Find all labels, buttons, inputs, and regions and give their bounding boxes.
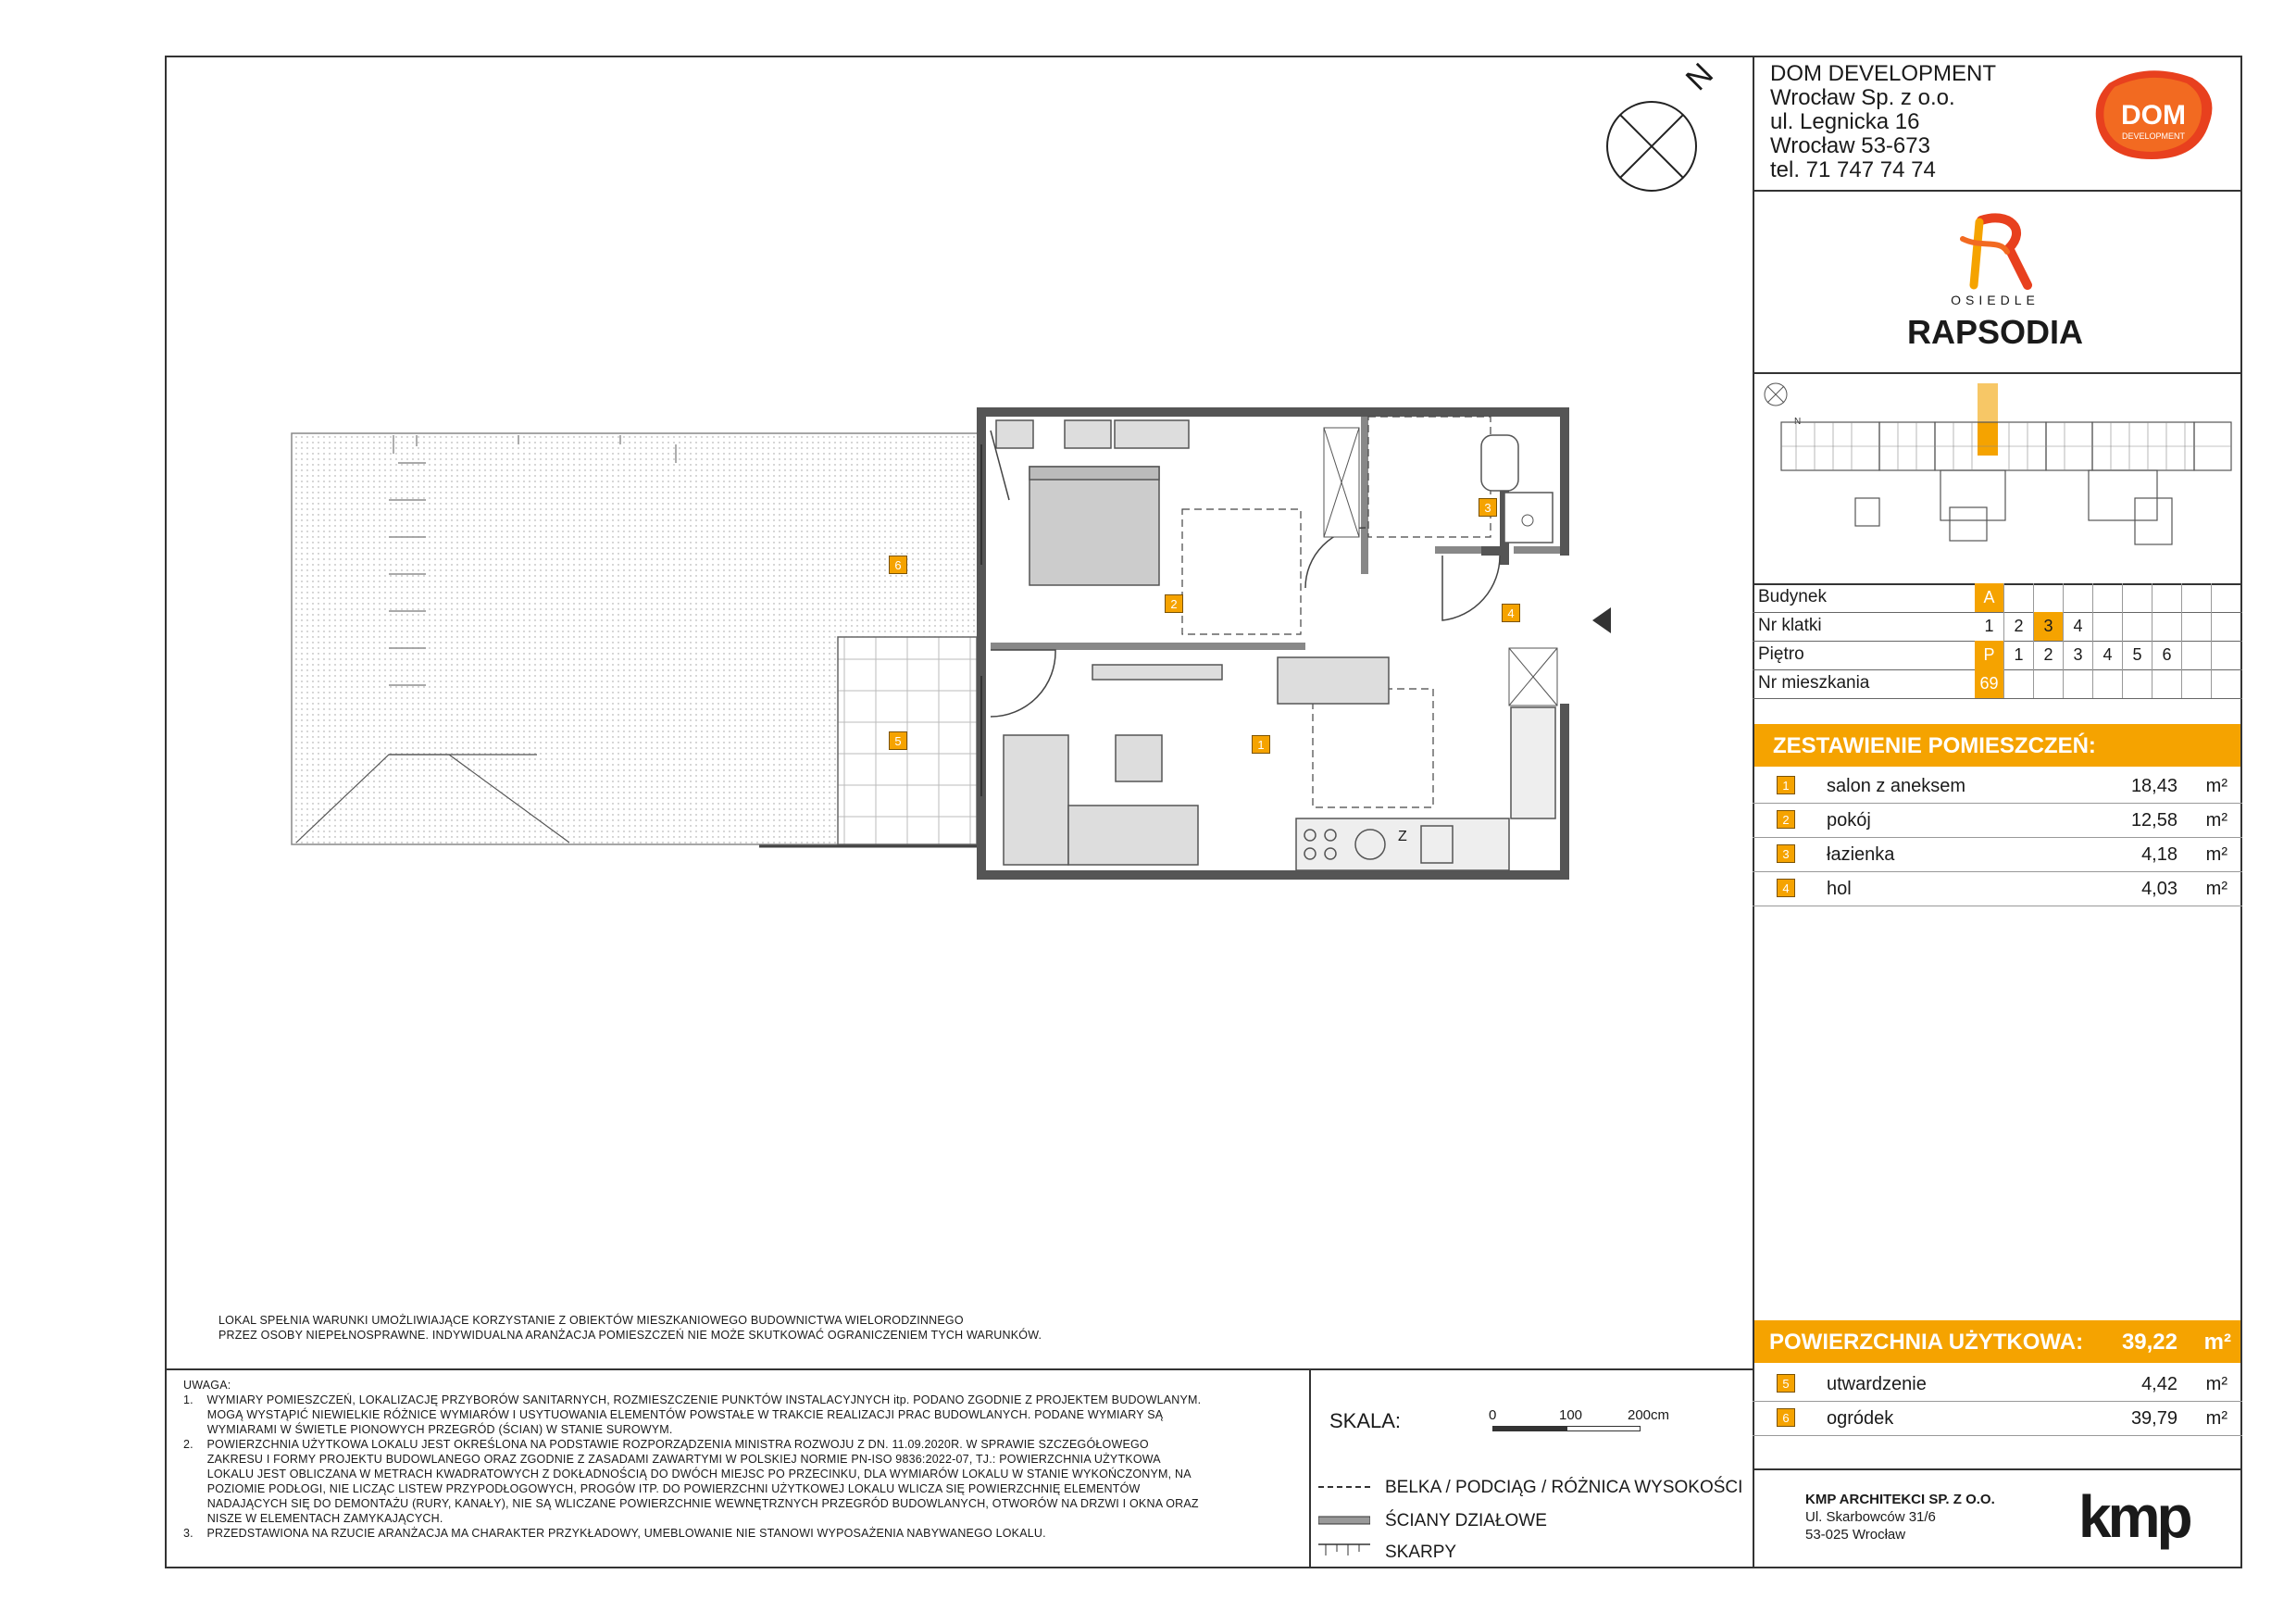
scale-tick-100: 100 — [1559, 1407, 1583, 1423]
floor-label: Piętro — [1758, 644, 1804, 664]
total-area-value: 39,22 — [2121, 1330, 2177, 1355]
floor-2: 2 — [2034, 641, 2064, 669]
slopes-legend-label: SKARPY — [1385, 1543, 1457, 1562]
remarks-line: 1. WYMIARY POMIESZCZEŃ, LOKALIZACJĘ PRZYBORÓW SANITARNYCH, ROZMIESZCZENIE PUNKTÓW INSTALACYJNYCH itp. PODANO ZGODNIE Z PROJEKTEM BUDOWLANYM. — [183, 1393, 1202, 1406]
slopes-legend-symbol — [1318, 1543, 1370, 1557]
total-area-unit: m² — [2203, 1330, 2231, 1355]
plan-room-5-tag: 5 — [889, 731, 907, 750]
room-area: 18,43 — [2130, 776, 2177, 796]
room-area: 12,58 — [2130, 810, 2177, 831]
logo-text-top: DOM — [2121, 100, 2186, 131]
key-plan — [1759, 378, 2240, 583]
extra-unit: m² — [2205, 1374, 2227, 1394]
plan-room-1-tag: 1 — [1252, 735, 1270, 754]
room-area: 4,18 — [2141, 844, 2177, 865]
svg-text:N: N — [1794, 417, 1802, 427]
stair-4: 4 — [2064, 612, 2093, 641]
remarks — [183, 1378, 1294, 1541]
room-name: salon z aneksem — [1827, 776, 1966, 796]
room-number: 1 — [1777, 776, 1795, 794]
remarks-line: ZAKRESU I FORMY PROJEKTU BUDOWLANEGO ORAZ ZGODNIE Z ZASADAMI ZAWARTYMI W POLSKIEJ NORMIE PN-ISO 9836:2022-07, TJ.: POWIERZCHNIA UŻYTKOWA — [183, 1453, 1161, 1466]
remarks-line: 3. PRZEDSTAWIONA NA RZUCIE ARANŻACJA MA CHARAKTER PRZYKŁADOWY, UMEBLOWANIE NIE STANOWI WYPOSAŻENIA NABYWANEGO LOKALU. — [183, 1527, 1046, 1540]
company-line2: Wrocław Sp. z o.o. — [1770, 85, 1955, 110]
walls-legend-symbol — [1318, 1513, 1370, 1522]
extra-row — [1753, 1367, 2242, 1402]
remarks-line: LOKALU JEST OBLICZANA W METRACH KWADRATOWYCH Z DOKŁADNOŚCIĄ DO DWÓCH MIEJSC PO PRZECINKU, DLA WYMIARÓW LOKALU W STANIE WYKOŃCZONYM, NA — [183, 1468, 1192, 1480]
company-block — [1770, 62, 1996, 182]
company-divider — [1753, 190, 2242, 192]
estate-name: RAPSODIA — [1906, 313, 2084, 351]
room-unit: m² — [2205, 879, 2227, 899]
params-table — [1753, 583, 2242, 722]
remarks-line: MOGĄ WYSTĄPIĆ NIEWIELKIE RÓŻNICE WYMIARÓW I USYTUOWANIA ELEMENTÓW POWSTAŁE W TRAKCIE REALIZACJI PRAC BUDOWLANYCH. PODANE WYMIARY SĄ — [183, 1408, 1164, 1421]
dom-development-logo — [2090, 67, 2216, 163]
room-number: 2 — [1777, 810, 1795, 829]
kmp-logo: kmp — [2078, 1483, 2190, 1550]
room-unit: m² — [2205, 844, 2227, 865]
room-row — [1753, 837, 2242, 872]
stair-1: 1 — [1975, 612, 2004, 641]
rooms-header: ZESTAWIENIE POMIESZCZEŃ: — [1773, 733, 2096, 758]
plan-room-2-tag: 2 — [1165, 594, 1183, 613]
total-area-label: POWIERZCHNIA UŻYTKOWA: — [1769, 1330, 2084, 1355]
extra-area: 39,79 — [2130, 1408, 2177, 1429]
extra-unit: m² — [2205, 1408, 2227, 1429]
footer-mid-divider — [1309, 1368, 1311, 1568]
beam-legend-label: BELKA / PODCIĄG / RÓŻNICA WYSOKOŚCI — [1385, 1478, 1743, 1497]
room-row — [1753, 803, 2242, 838]
beam-legend-symbol — [1318, 1480, 1370, 1489]
room-number: 3 — [1777, 844, 1795, 863]
accessibility-note — [218, 1313, 1042, 1343]
building-label: Budynek — [1758, 587, 1827, 606]
room-name: łazienka — [1827, 844, 1895, 865]
extra-name: utwardzenie — [1827, 1374, 1927, 1394]
extra-number: 5 — [1777, 1374, 1795, 1393]
architect-city: 53-025 Wrocław — [1805, 1527, 1906, 1543]
plan-room-4-tag: 4 — [1502, 604, 1520, 622]
scale-label: SKALA: — [1329, 1409, 1402, 1432]
extra-number: 6 — [1777, 1408, 1795, 1427]
scale-tick-0: 0 — [1489, 1407, 1497, 1423]
remarks-line: NADAJĄCYCH SIĘ DO DEMONTAŻU (RURY, KANAŁY), NIE SĄ WLICZANE POWIERZCHNIE WEWNĘTRZNYCH PRZEGRÓD BUDOWLANYCH, OTWORÓW NA DRZWI I OKNA ORAZ — [183, 1497, 1199, 1510]
scale-tick-200: 200cm — [1628, 1407, 1670, 1423]
flat-label: Nr mieszkania — [1758, 673, 1870, 693]
architect-divider — [1753, 1468, 2242, 1470]
fridge-label: Z — [1398, 829, 1407, 844]
floor-5: 5 — [2123, 641, 2152, 669]
accessibility-note-line: PRZEZ OSOBY NIEPEŁNOSPRAWNE. INDYWIDUALNA ARANŻACJA POMIESZCZEŃ NIE MOŻE SKUTKOWAĆ OGRANICZENIEM TYCH WARUNKÓW. — [218, 1329, 1042, 1342]
extra-area: 4,42 — [2141, 1374, 2177, 1394]
remarks-title: UWAGA: — [183, 1379, 231, 1392]
architect-address: Ul. Skarbowców 31/6 — [1805, 1509, 1936, 1525]
walls-legend-label: ŚCIANY DZIAŁOWE — [1385, 1511, 1547, 1530]
extra-row — [1753, 1401, 2242, 1436]
footer-divider — [165, 1368, 1753, 1370]
room-number: 4 — [1777, 879, 1795, 897]
floor-1: 1 — [2004, 641, 2034, 669]
floor-4: 4 — [2093, 641, 2123, 669]
architect-block — [1805, 1491, 1995, 1543]
flat-value: 69 — [1975, 669, 2004, 698]
remarks-line: WYMIARAMI W ŚWIETLE PIONOWYCH PRZEGRÓD (ŚCIAN) W STANIE SUROWYM. — [183, 1423, 673, 1436]
total-area-bar — [1754, 1320, 2240, 1363]
plan-room-3-tag: 3 — [1479, 498, 1497, 517]
room-row — [1753, 871, 2242, 906]
remarks-line: NISZE W ELEMENTACH ZAMYKAJĄCYCH. — [183, 1512, 443, 1525]
rooms-header-bar — [1754, 724, 2240, 767]
logo-text-bottom: DEVELOPMENT — [2121, 131, 2186, 141]
estate-prefix: OSIEDLE — [1951, 293, 2040, 307]
floor-6: 6 — [2152, 641, 2182, 669]
floor-plan — [278, 407, 1629, 907]
company-address: ul. Legnicka 16 — [1770, 109, 1920, 134]
rapsodia-logo-icon — [1953, 211, 2037, 294]
room-unit: m² — [2205, 810, 2227, 831]
room-name: pokój — [1827, 810, 1871, 831]
company-city: Wrocław 53-673 — [1770, 133, 1930, 158]
scale-bar — [1489, 1407, 1674, 1444]
architect-name: KMP ARCHITEKCI SP. Z O.O. — [1805, 1492, 1995, 1507]
extra-name: ogródek — [1827, 1408, 1894, 1429]
floor-p-selected: P — [1975, 641, 2004, 669]
north-letter: N — [1678, 56, 1721, 98]
room-row — [1753, 768, 2242, 804]
stair-2: 2 — [2004, 612, 2034, 641]
estate-divider — [1753, 372, 2242, 374]
stair-3-selected: 3 — [2034, 612, 2064, 641]
plan-room-6-tag: 6 — [889, 556, 907, 574]
north-compass — [1592, 56, 1721, 196]
company-phone: tel. 71 747 74 74 — [1770, 157, 1936, 182]
accessibility-note-line: LOKAL SPEŁNIA WARUNKI UMOŻLIWIAJĄCE KORZYSTANIE Z OBIEKTÓW MIESZKANIOWEGO BUDOWNICTWA WIELORODZINNEGO — [218, 1314, 964, 1327]
building-value: A — [1975, 583, 2004, 612]
room-name: hol — [1827, 879, 1852, 899]
room-area: 4,03 — [2141, 879, 2177, 899]
stair-label: Nr klatki — [1758, 616, 1822, 635]
remarks-line: 2. POWIERZCHNIA UŻYTKOWA LOKALU JEST OKREŚLONA NA PODSTAWIE ROZPORZĄDZENIA MINISTRA ROZWOJU Z DN. 11.09.2020R. W SPRAWIE SZCZEGÓŁOWEGO — [183, 1438, 1149, 1451]
floor-3: 3 — [2064, 641, 2093, 669]
company-name: DOM DEVELOPMENT — [1770, 61, 1997, 86]
room-unit: m² — [2205, 776, 2227, 796]
remarks-line: POZIOMIE PODŁOGI, NIE LICZĄC LISTEW PRZYPODŁOGOWYCH, PROGÓW ITP. DO POWIERZCHNI UŻYTKOWEJ LOKALU WLICZA SIĘ POWIERZCHNIĘ ELEMENTÓW — [183, 1482, 1141, 1495]
